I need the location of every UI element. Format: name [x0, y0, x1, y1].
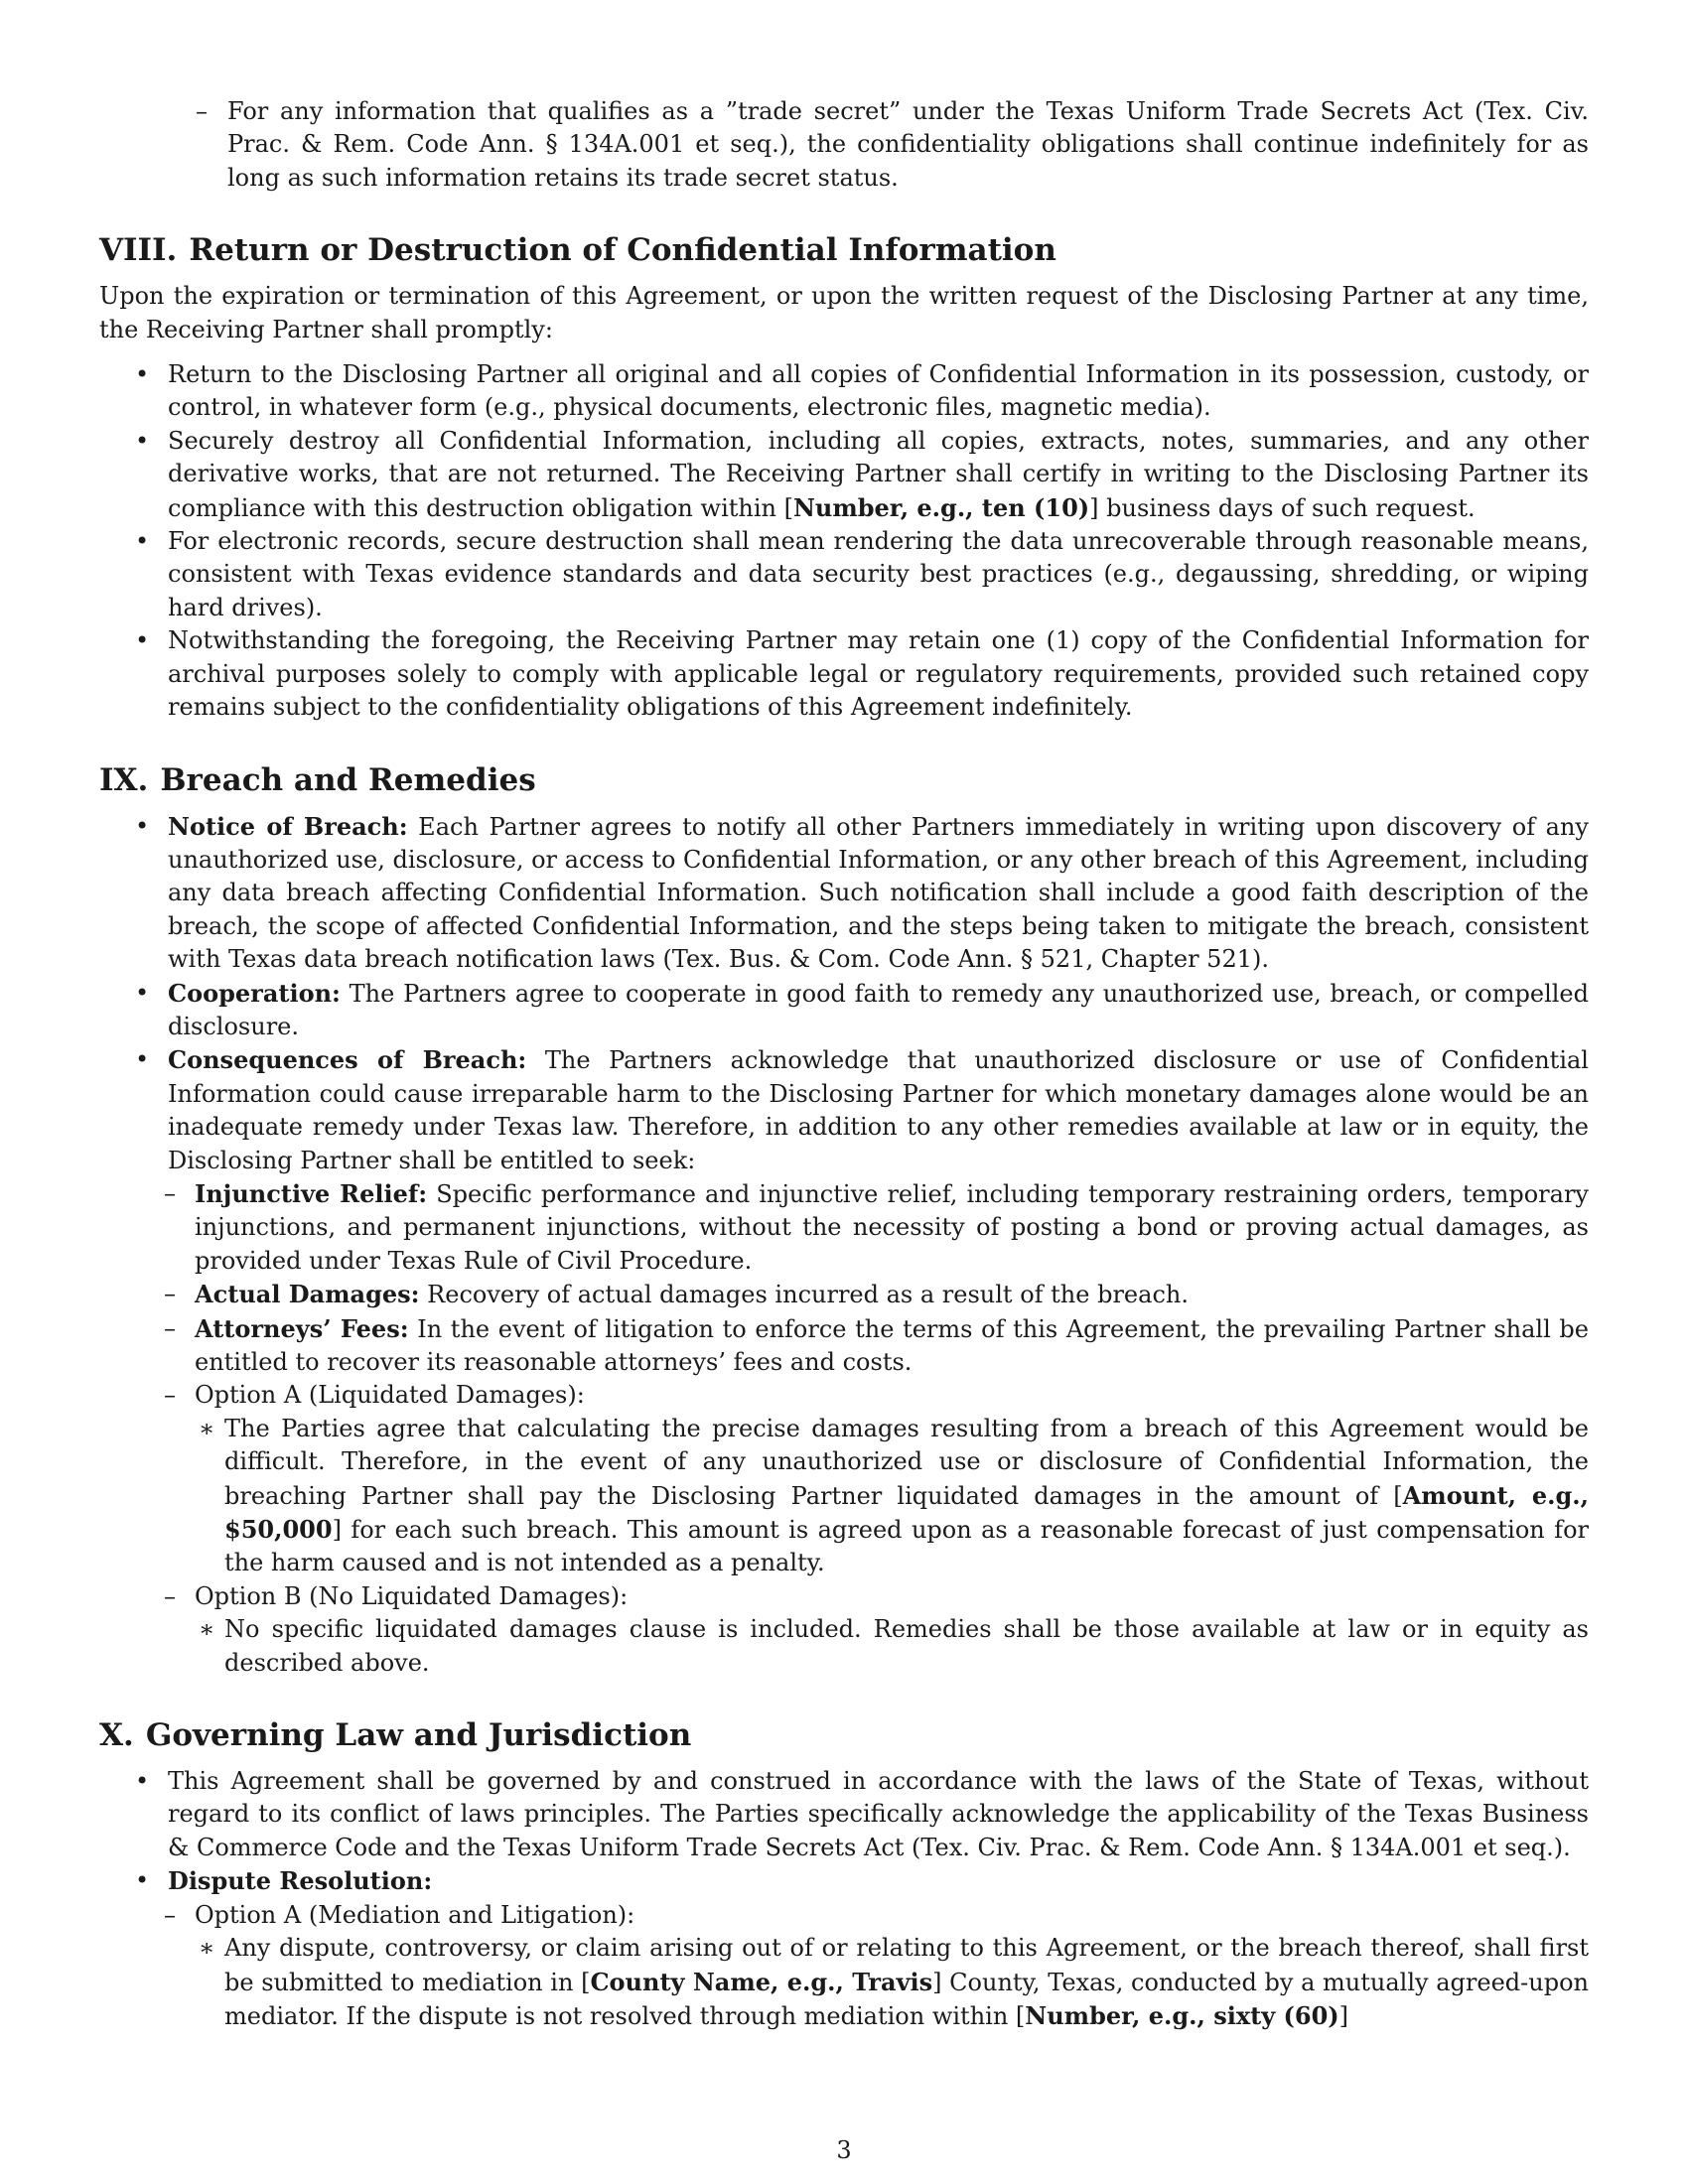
- sub-sub-list: [195, 1932, 1589, 2033]
- star-marker: ∗: [199, 1414, 215, 1442]
- star-marker: ∗: [199, 1934, 215, 1963]
- dash-marker: –: [164, 1381, 176, 1410]
- sub-sub-list: [195, 1413, 1589, 1580]
- sub-sub-list: [195, 1613, 1589, 1680]
- list-item: – Option A (Liquidated Damages): ∗ The Parties agree that calculating the precise damages resulting from a breach of this Agreement would be difficult. Therefore, in the event of any unauthorized use or disclosure of Confidential Information, the breaching Partner shall pay the Disclosing Partner liquidated damages in the amount of [Amount, e.g., $50,000] for each such breach. This amount is agreed upon as a reasonable forecast of just compensation for the harm caused and is not intended as a penalty.: [159, 1379, 1589, 1579]
- list-item: ∗ Any dispute, controversy, or claim arising out of or relating to this Agreement, or the breach thereof, shall first be submitted to mediation in [County Name, e.g., Travis] County, Texas, conducted by a mutually agreed-upon mediator. If the dispute is not resolved through mediation within [Number, e.g., sixty (60)]: [199, 1934, 1589, 2030]
- placeholder-amount: Amount, e.g., $50,000: [224, 1480, 1589, 1545]
- bullet-marker: •: [135, 811, 150, 840]
- section-heading: X. Governing Law and Jurisdiction: [99, 1717, 692, 1754]
- bullet-marker: •: [135, 626, 150, 655]
- list-item: – Attorneys’ Fees: In the event of litigation to enforce the terms of this Agreement, the prevailing Partner shall be entitled to recover its reasonable attorneys’ fees and costs.: [164, 1313, 1589, 1376]
- term-label: Consequences of Breach:: [168, 1045, 527, 1075]
- section-breach-remedies: [99, 760, 1589, 1681]
- dash-marker: –: [164, 1313, 176, 1342]
- term-label: Actual Damages:: [195, 1280, 420, 1309]
- bullet-list: [99, 358, 1589, 724]
- term-label: Dispute Resolution:: [168, 1866, 433, 1896]
- term-label: Notice of Breach:: [168, 811, 408, 841]
- sub-list: [159, 1177, 1589, 1680]
- sub-list: [159, 1899, 1589, 2034]
- list-item: [99, 1864, 1589, 2033]
- list-item: – Option B (No Liquidated Damages): ∗ No specific liquidated damages clause is included. Remedies shall be those available at law or in equity as described above.: [159, 1580, 1589, 1680]
- list-item: • Notwithstanding the foregoing, the Receiving Partner may retain one (1) copy of the Confidential Information for archival purposes solely to comply with applicable legal or regulatory requirements, provided such retained copy remains subject to the confidentiality obligations of this Agreement indefinitely.: [135, 626, 1589, 722]
- trade-secret-clause: For any information that qualifies as a ”trade secret” under the Texas Uniform Trade Secrets Act (Tex. Civ. Prac. & Rem. Code Ann. § 134A.001 et seq.), the confidentiality obligations shall continue indefinitely for as long as such information retains its trade secret status.: [227, 97, 1589, 192]
- list-item: ∗ No specific liquidated damages clause is included. Remedies shall be those available at law or in equity as described above.: [199, 1615, 1589, 1677]
- bullet-marker: •: [135, 1866, 150, 1895]
- section-heading: IX. Breach and Remedies: [99, 761, 536, 798]
- bullet-list: [99, 810, 1589, 1681]
- term-label: Injunctive Relief:: [195, 1178, 428, 1208]
- term-label: Attorneys’ Fees:: [195, 1313, 409, 1343]
- placeholder-number: Number, e.g., sixty (60): [1025, 2000, 1339, 2030]
- dash-marker: –: [164, 1280, 176, 1308]
- list-item: • Return to the Disclosing Partner all original and all copies of Confidential Information in its possession, custody, or control, in whatever form (e.g., physical documents, electronic files, magnetic media).: [135, 360, 1589, 422]
- placeholder-number: Number, e.g., ten (10): [792, 492, 1090, 522]
- section-return-destruction: [99, 230, 1589, 724]
- placeholder-county: County Name, e.g., Travis: [590, 1967, 933, 1996]
- page-number: 3: [836, 2136, 852, 2164]
- dash-marker: –: [164, 1900, 176, 1929]
- list-item: ∗ The Parties agree that calculating the precise damages resulting from a breach of this Agreement would be difficult. Therefore, in the event of any unauthorized use or disclosure of Confidential Information, the breaching Partner shall pay the Disclosing Partner liquidated damages in the amount of [Amount, e.g., $50,000] for each such breach. This amount is agreed upon as a reasonable forecast of just compensation for the harm caused and is not intended as a penalty.: [199, 1414, 1589, 1577]
- bullet-list: [99, 1765, 1589, 2033]
- document-page: [99, 95, 1589, 2033]
- list-item: • Securely destroy all Confidential Information, including all copies, extracts, notes, summaries, and any other derivative works, that are not returned. The Receiving Partner shall certify in writing to the Disclosing Partner its compliance with this destruction obligation within [Number, e.g., ten (10)] business days of such request.: [135, 426, 1589, 522]
- list-item: – Injunctive Relief: Specific performance and injunctive relief, including temporary restraining orders, temporary injunctions, and permanent injunctions, without the necessity of posting a bond or proving actual damages, as provided under Texas Rule of Civil Procedure.: [164, 1178, 1589, 1275]
- dash-marker: –: [164, 1581, 176, 1610]
- bullet-marker: •: [135, 1767, 150, 1796]
- bullet-marker: •: [135, 1045, 150, 1074]
- list-item: • Cooperation: The Partners agree to cooperate in good faith to remedy any unauthorized use, breach, or compelled disclosure.: [135, 978, 1589, 1040]
- section-intro: Upon the expiration or termination of this Agreement, or upon the written request of the Disclosing Partner at any time, the Receiving Partner shall promptly:: [99, 282, 1589, 343]
- term-label: Cooperation:: [168, 978, 341, 1008]
- list-item: [99, 95, 1589, 195]
- list-item: • Notice of Breach: Each Partner agrees to notify all other Partners immediately in writing upon discovery of any unauthorized use, disclosure, or access to Confidential Information, or any other breach of this Agreement, including any data breach affecting Confidential Information. Such notification shall include a good faith description of the breach, the scope of affected Confidential Information, and the steps being taken to mitigate the breach, consistent with Texas data breach notification laws (Tex. Bus. & Com. Code Ann. § 521, Chapter 521).: [135, 811, 1589, 974]
- dash-marker: –: [196, 97, 208, 125]
- bullet-marker: •: [135, 360, 150, 389]
- list-item: • This Agreement shall be governed by and construed in accordance with the laws of the State of Texas, without regard to its conflict of laws principles. The Parties specifically acknowledge the applicability of the Texas Business & Commerce Code and the Texas Uniform Trade Secrets Act (Tex. Civ. Prac. & Rem. Code Ann. § 134A.001 et seq.).: [135, 1767, 1589, 1861]
- section-governing-law: [99, 1715, 1589, 2033]
- star-marker: ∗: [199, 1615, 215, 1644]
- bullet-marker: •: [135, 978, 150, 1007]
- list-item: • Consequences of Breach: The Partners acknowledge that unauthorized disclosure or use of Confidential Information could cause irreparable harm to the Disclosing Partner for which monetary damages alone would be an inadequate remedy under Texas law. Therefore, in addition to any other remedies available at law or in equity, the Disclosing Partner shall be entitled to seek: – Injunctive Relief: Specific performance and injunctive relief, including temporary restraining orders, temporary injunctions, and permanent injunctions, without the necessity of posting a bond or proving actual damages, as provided under Texas Rule of Civil Procedure. – Actual Damages: Recovery of actual damages incurred as a result of the breach. – Attorneys’ Fees: In the event of litigation to enforce the terms of this Agreement, the prevailing Partner shall be entitled to recover its reasonable attorneys’ fees and costs. – Option A (Liquidated Damages): ∗ The Parties agree that calculating the precise damages resulting from a breach of this Agreement would be difficult. Therefore, in the event of any unauthorized use or disclosure of Confidential Information, the breaching Partner shall pay the Disclosing Partner liquidated damages in the amount of [Amount, e.g., $50,000] for each such breach. This amount is agreed upon as a reasonable forecast of just compensation for the harm caused and is not intended as a penalty. – Option B (No Liquidated Damages): ∗ No specific liquidated damages clause is included. Remedies shall be those available at law or in equity as described above.: [99, 1043, 1589, 1680]
- dash-marker: –: [164, 1178, 176, 1207]
- section-heading: VIII. Return or Destruction of Confidential Information: [99, 232, 1056, 269]
- bullet-marker: •: [135, 527, 150, 556]
- list-item: – Actual Damages: Recovery of actual damages incurred as a result of the breach.: [159, 1278, 1589, 1311]
- list-item: – Option A (Mediation and Litigation): ∗ Any dispute, controversy, or claim arising out of or relating to this Agreement, or the breach thereof, shall first be submitted to mediation in [County Name, e.g., Travis] County, Texas, conducted by a mutually agreed-upon mediator. If the dispute is not resolved through mediation within [Number, e.g., sixty (60)]: [159, 1899, 1589, 2034]
- bullet-marker: •: [135, 426, 150, 455]
- list-item: • For electronic records, secure destruction shall mean rendering the data unrecoverable through reasonable means, consistent with Texas evidence standards and data security best practices (e.g., degaussing, shredding, or wiping hard drives).: [135, 527, 1589, 621]
